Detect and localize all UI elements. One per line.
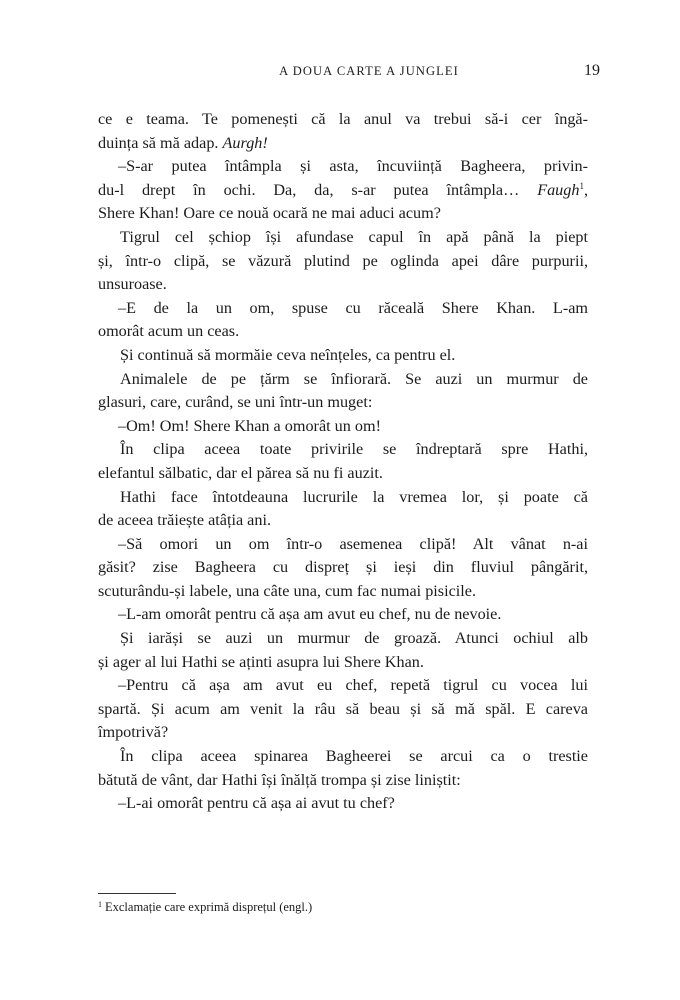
text-line: scuturându-și labele, una câte una, cum fac numai pisicile. [98, 581, 477, 600]
text-line: duința să mă adap. Aurgh! [98, 133, 268, 152]
text-line: împotrivă? [98, 723, 169, 742]
page-number: 19 [584, 62, 600, 79]
footnote-marker: 1 [579, 180, 584, 191]
text-line: Și continuă să mormăie ceva neînțeles, ca pentru el. [120, 345, 456, 364]
text-line: Animalele de pe țărm se înfiorară. Se auzi un murmur de [120, 369, 588, 388]
text-line: ce e teama. Te pomenești că la anul va trebui să-i cer îngă- [98, 110, 588, 128]
text-line: de aceea trăiește atâția ani. [98, 511, 271, 530]
text-line: găsit? zise Bagheera cu dispreț și ieși din fluviul pângărit, [98, 558, 588, 577]
text-line: –Om! Om! Shere Khan a omorât un om! [118, 416, 381, 435]
text-line: –S-ar putea întâmpla și asta, încuviință Bagheera, privin- [118, 157, 588, 176]
text-line: Shere Khan! Oare ce nouă ocară ne mai aduci acum? [98, 204, 441, 223]
text-line: –E de la un om, spuse cu răceală Shere Khan. L-am [118, 298, 588, 317]
text-line: Hathi face întotdeauna lucrurile la vremea lor, și poate că [120, 487, 588, 506]
page-header [98, 62, 600, 86]
text-line: omorât acum un ceas. [98, 322, 240, 341]
text-line: –Să omori un om într-o asemenea clipă! Alt vânat n-ai [118, 534, 588, 553]
text-line: În clipa aceea spinarea Bagheerei se arcui ca o trestie [120, 747, 588, 766]
text-line: bătută de vânt, dar Hathi își înălță trompa și zise liniștit: [98, 770, 461, 789]
exclamation-italic: Aurgh! [222, 133, 268, 152]
text-line: și ager al lui Hathi se aținti asupra lui Shere Khan. [98, 652, 424, 671]
text-line: –L-ai omorât pentru că așa ai avut tu chef? [118, 794, 395, 813]
footnote-rule [98, 893, 176, 894]
text-line: –Pentru că așa am avut eu chef, repetă tigrul cu vocea lui [118, 676, 588, 695]
text-line: glasuri, care, curând, se uni într-un muget: [98, 393, 373, 412]
text-line: elefantul sălbatic, dar el părea să nu fi auzit. [98, 463, 383, 482]
text-line: unsuroase. [98, 275, 167, 294]
footnote-text: Exclamație care exprimă disprețul (engl.) [105, 900, 313, 914]
footnote-number: 1 [98, 900, 102, 909]
exclamation-italic: Faugh [537, 180, 580, 199]
running-title: A DOUA CARTE A JUNGLEI [279, 64, 459, 78]
footnote [98, 900, 312, 915]
text-line: du-l drept în ochi. Da, da, s-ar putea întâmpla… Faugh$^1$, [98, 180, 588, 199]
text-line: spartă. Și acum am venit la râu să beau și să mă spăl. E careva [98, 699, 588, 718]
text-line: Și iarăși se auzi un murmur de groază. Atunci ochiul alb [120, 629, 588, 648]
text-line: –L-am omorât pentru că așa am avut eu chef, nu de nevoie. [118, 605, 502, 624]
text-line: și, într-o clipă, se văzură plutind pe oglinda apei dâre purpurii, [98, 251, 588, 270]
text-line: Tigrul cel șchiop își afundase capul în apă până la piept [120, 227, 588, 246]
text-line: În clipa aceea toate privirile se îndreptară spre Hathi, [120, 440, 588, 459]
body-text [98, 108, 588, 816]
